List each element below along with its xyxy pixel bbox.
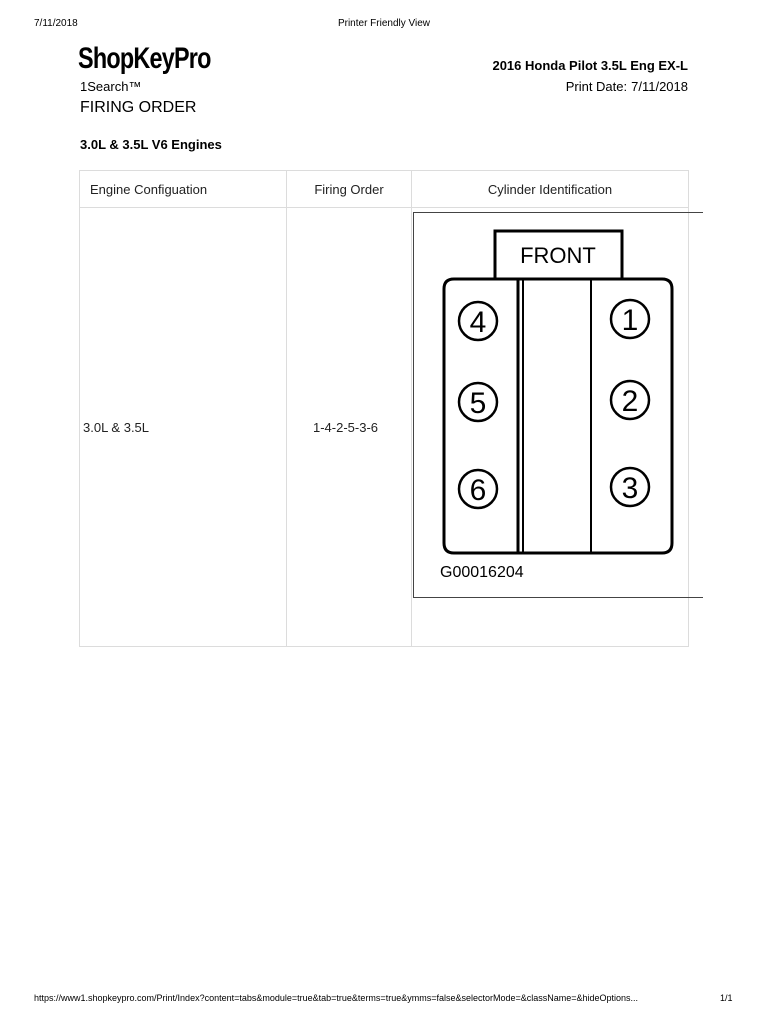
vehicle-description: 2016 Honda Pilot 3.5L Eng EX-L [492,58,688,73]
cylinder-5-label: 5 [469,387,487,420]
cylinder-1 [611,300,649,338]
firing-order-cell: 1-4-2-5-3-6 [287,208,412,647]
cylinder-3 [611,468,649,506]
cylinder-1-label: 1 [621,304,639,337]
cylinder-6-label: 6 [469,474,487,507]
column-header-cylinder-id: Cylinder Identification [412,171,689,208]
column-header-firing-order: Firing Order [287,171,412,208]
print-date-label: Print Date: [565,79,628,94]
print-date [562,79,688,94]
print-date-value: 7/11/2018 [631,79,688,94]
search-label: 1Search™ [80,79,142,94]
cylinder-3-label: 3 [621,472,639,505]
footer-url: https://www1.shopkeypro.com/Print/Index?content=tabs&module=true&tab=true&terms=true&ymms=false&selectorMode=&className=&hideOptions... [34,993,639,1003]
browser-print-title: Printer Friendly View [337,18,431,29]
table-header-row [80,171,689,208]
figure-id: G00016204 [440,564,524,581]
engine-config-cell: 3.0L & 3.5L [80,208,287,647]
page-title: FIRING ORDER [80,99,197,116]
shopkey-pro-logo [78,42,211,76]
engine-subheading: 3.0L & 3.5L V6 Engines [80,137,222,152]
cylinder-4 [459,302,497,340]
cylinder-4-label: 4 [469,306,487,339]
table-row [80,208,689,647]
cylinder-diagram-cell [412,208,689,647]
cylinder-diagram-svg [414,213,704,599]
firing-order-table [79,170,689,647]
front-label: FRONT [520,243,596,268]
cylinder-diagram [413,212,703,598]
column-header-engine: Engine Configuation [80,171,287,208]
cylinder-2 [611,381,649,419]
browser-print-date: 7/11/2018 [34,18,78,29]
cylinder-2-label: 2 [621,385,639,418]
footer-page-number: 1/1 [720,993,733,1003]
logo-text-part2: Pro [173,42,211,75]
logo-text-part1: ShopKey [78,42,174,75]
cylinder-6 [459,470,497,508]
cylinder-5 [459,383,497,421]
